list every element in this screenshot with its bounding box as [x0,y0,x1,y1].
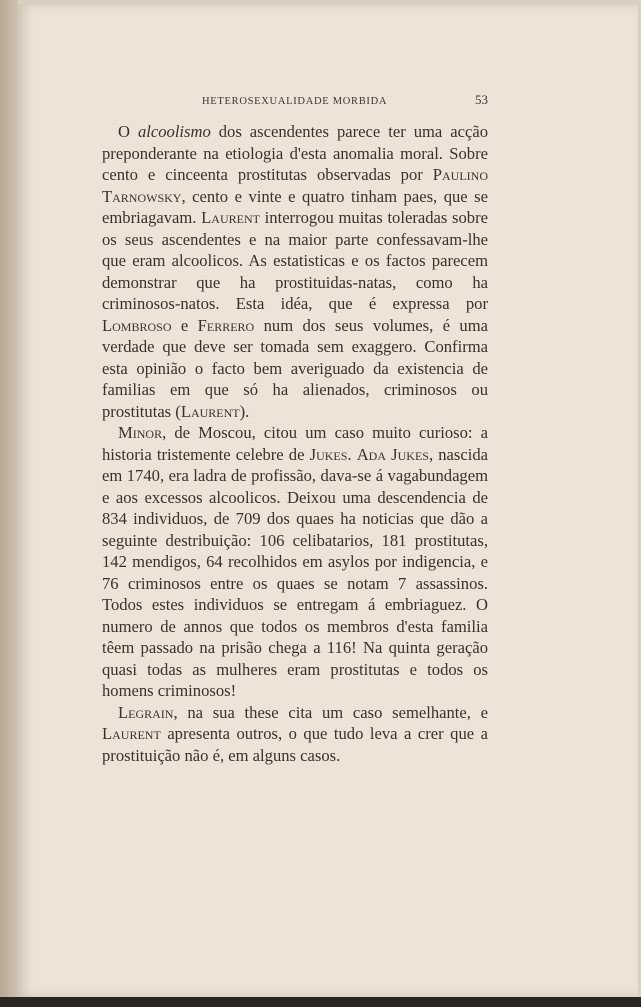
page-number: 53 [475,92,488,107]
text-run: num dos seus volumes, é uma verdade que deve ser tomada sem exaggero. Confirma esta opinião o facto bem averiguado da existencia de familias em que só ha alienados, criminosos ou prostitutas ( [102,315,488,421]
text-run: , nascida em 1740, era ladra de profissão, dava-se á vagabundagem e aos excessos alcoolicos. Deixou uma descendencia de 834 individuos, de 709 dos quaes ha noticias que dão a seguinte destribuição: 106 celibatarios, 181 prostitutas, 142 mendigos, 64 recolhidos em asylos por indigencia, e 76 criminosos entre os quaes se notam 7 assassinos. Todos estes individuos se entregam á embriaguez. O numero de annos que todos os membros d'esta familia têem passado na prisão chega a 116! Na quinta geração quasi todas as mulheres eram prostitutas e todos os homens criminosos! [102,444,488,700]
author-name: Laurent [201,208,260,227]
text-run: e [171,315,198,335]
text-run: ). [239,401,250,421]
paragraph [102,121,488,422]
text-run: interrogou muitas toleradas sobre os seus ascendentes e na maior parte confessavam-lhe que eram alcoolicos. As estatisticas e os factos parecem demonstrar que ha prostituidas-natas, como ha criminosos-natos. Esta idéa, que é expressa por [102,208,488,313]
running-head: HETEROSEXUALIDADE MORBIDA [202,96,388,107]
text-run: dos ascendentes parece ter uma acção preponderante na etiologia d'esta anomalia moral. Sobre cento e cinceenta prostitutas observadas por [102,122,488,184]
text-run: , cento e vinte e quatro tinham paes, que se embriagavam. [102,186,488,227]
text-run: . [347,444,357,464]
author-name: Ada Jukes [356,444,429,464]
page-bottom-edge [0,997,641,1007]
text-run: apresenta outros, o que tudo leva a crer que a prostituição não é, em alguns casos. [102,724,488,765]
body-text [102,121,488,766]
paragraph [102,422,488,702]
author-name: Ferrero [197,315,255,335]
text-run: , na sua these cita um caso semelhante, e [173,702,488,722]
author-name: Laurent [102,724,161,743]
author-name: Jukes [309,444,348,464]
italic-term: alcoolismo [137,122,211,141]
page-header [102,92,488,108]
author-name: Minor [118,423,163,442]
author-name: Paulino Tarnowsky [102,165,488,206]
paragraph [102,702,488,767]
text-run: , de Moscou, citou um caso muito curioso: a historia tristemente celebre de [102,423,488,464]
author-name: Legrain [118,702,174,722]
book-gutter [0,0,18,1007]
text-run: O [118,122,138,141]
author-name: Laurent [180,401,240,421]
author-name: Lombroso [102,315,172,335]
